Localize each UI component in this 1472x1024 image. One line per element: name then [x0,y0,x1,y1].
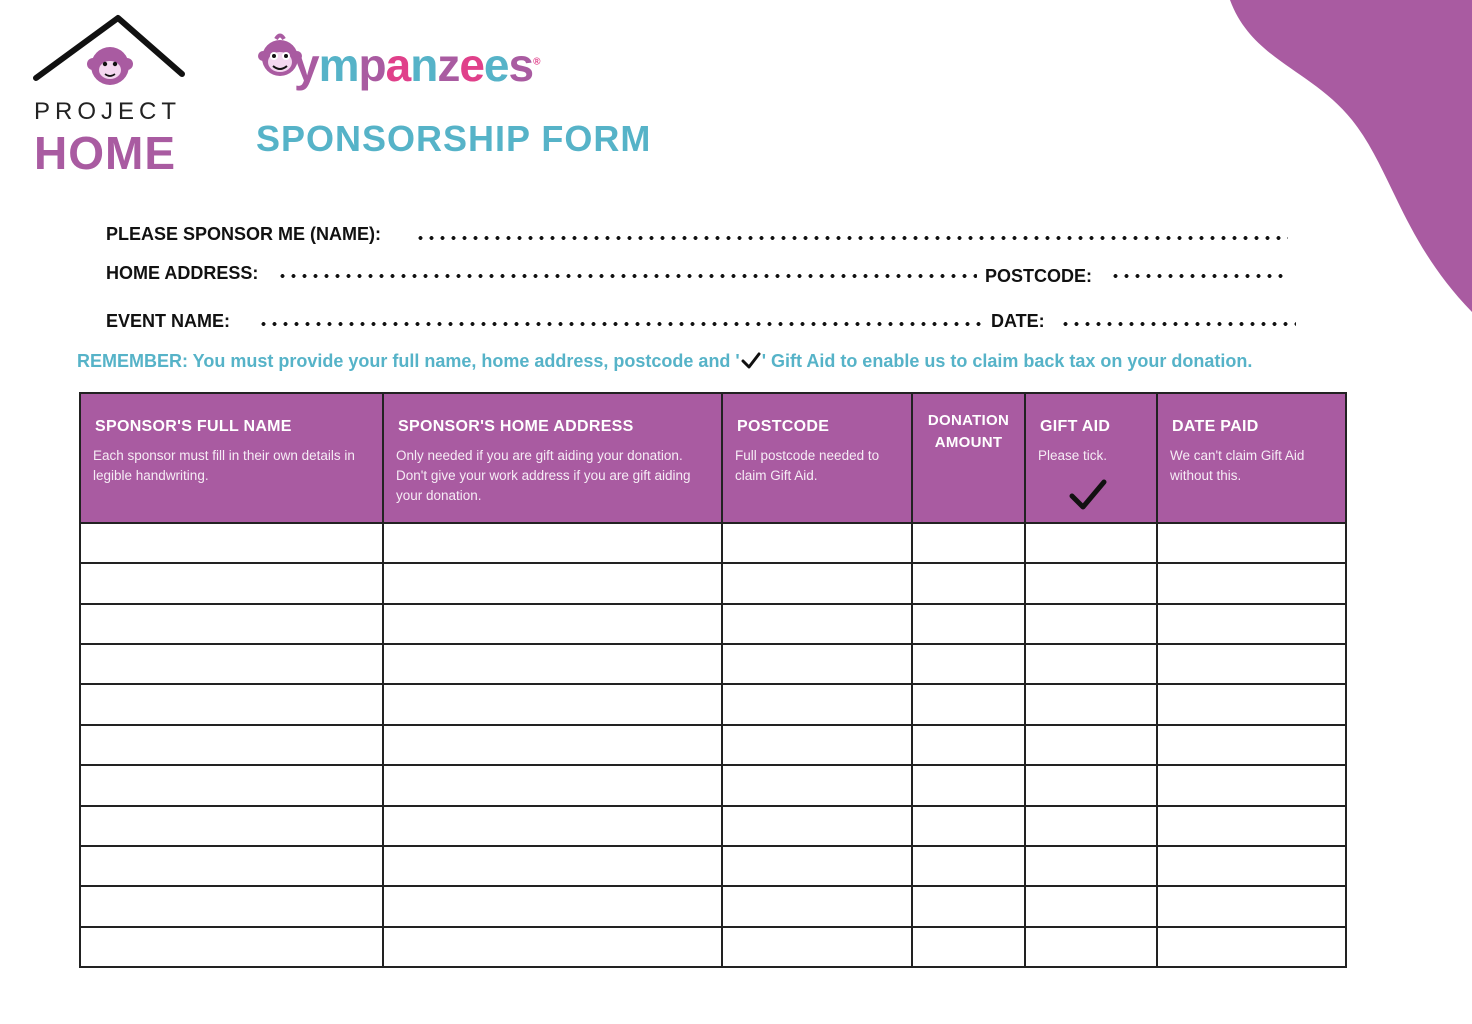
gym-letter: z [437,39,460,91]
gift-aid-cell[interactable] [1025,684,1157,724]
date-paid-cell[interactable] [1157,644,1346,684]
column-subtitle: We can't claim Gift Aid without this. [1170,448,1305,483]
date-paid-cell[interactable] [1157,927,1346,967]
postcode-cell[interactable] [722,806,912,846]
gift-aid-cell[interactable] [1025,765,1157,805]
table-row [80,644,1346,684]
full-name-cell[interactable] [80,644,383,684]
sponsor-table [79,392,1347,968]
full-name-cell[interactable] [80,927,383,967]
table-row [80,927,1346,967]
full-name-cell[interactable] [80,604,383,644]
date-paid-cell[interactable] [1157,886,1346,926]
gift-aid-cell[interactable] [1025,806,1157,846]
gym-letter: y [294,39,319,91]
gift-aid-cell[interactable] [1025,604,1157,644]
registered-mark: ® [533,56,540,68]
column-subtitle: Full postcode needed to claim Gift Aid. [735,448,880,483]
home-address-cell[interactable] [383,644,722,684]
date-paid-cell[interactable] [1157,806,1346,846]
reminder-text-before: REMEMBER: You must provide your full name, home address, postcode and ' [77,351,740,371]
postcode-cell[interactable] [722,927,912,967]
donation-amount-cell[interactable] [912,886,1025,926]
donation-amount-cell[interactable] [912,927,1025,967]
gift-aid-cell[interactable] [1025,886,1157,926]
column-header-donation-amount [912,393,1025,523]
postcode-field[interactable] [1110,273,1288,279]
table-row [80,684,1346,724]
date-paid-cell[interactable] [1157,684,1346,724]
gift-aid-cell[interactable] [1025,725,1157,765]
column-header-postcode [722,393,912,523]
donation-amount-cell[interactable] [912,644,1025,684]
postcode-cell[interactable] [722,523,912,563]
table-header-row [80,393,1346,523]
postcode-cell[interactable] [722,644,912,684]
table-row [80,523,1346,563]
table-row [80,563,1346,603]
project-word: PROJECT [34,98,182,125]
checkmark-icon [740,352,762,370]
column-header-date-paid [1157,393,1346,523]
full-name-cell[interactable] [80,846,383,886]
address-field[interactable] [277,273,977,279]
table-row [80,604,1346,644]
table-row [80,886,1346,926]
postcode-cell[interactable] [722,604,912,644]
date-paid-cell[interactable] [1157,604,1346,644]
name-field[interactable] [415,235,1288,241]
checkmark-icon [1068,478,1108,512]
form-title: SPONSORSHIP FORM [256,118,652,159]
donation-amount-cell[interactable] [912,684,1025,724]
column-title: DATE PAID [1172,418,1259,435]
gift-aid-cell[interactable] [1025,523,1157,563]
column-title: SPONSOR'S FULL NAME [95,418,292,435]
gift-aid-reminder [77,351,1252,372]
column-header-full-name [80,393,383,523]
gift-aid-cell[interactable] [1025,846,1157,886]
home-address-cell[interactable] [383,927,722,967]
home-address-cell[interactable] [383,604,722,644]
table-row [80,765,1346,805]
table-row [80,725,1346,765]
date-field[interactable] [1060,321,1296,327]
column-title: DONATION AMOUNT [927,412,1010,451]
postcode-cell[interactable] [722,846,912,886]
column-subtitle: Please tick. [1038,448,1108,463]
full-name-cell[interactable] [80,563,383,603]
column-title: SPONSOR'S HOME ADDRESS [398,418,634,435]
home-word: HOME [34,127,176,179]
column-header-gift-aid [1025,393,1157,523]
table-row [80,806,1346,846]
gympanzees-wordmark [294,38,539,92]
table-row [80,846,1346,886]
column-header-home-address [383,393,722,523]
home-address-cell[interactable] [383,886,722,926]
home-address-cell[interactable] [383,806,722,846]
gym-letter: p [358,39,386,91]
home-address-cell[interactable] [383,684,722,724]
donation-amount-cell[interactable] [912,846,1025,886]
column-subtitle: Each sponsor must fill in their own details in legible handwriting. [93,448,355,483]
full-name-cell[interactable] [80,886,383,926]
full-name-cell[interactable] [80,725,383,765]
postcode-cell[interactable] [722,563,912,603]
postcode-cell[interactable] [722,765,912,805]
full-name-cell[interactable] [80,806,383,846]
event-field[interactable] [258,321,982,327]
gift-aid-cell[interactable] [1025,563,1157,603]
full-name-cell[interactable] [80,765,383,805]
gym-letter: s [508,39,534,91]
donation-amount-cell[interactable] [912,604,1025,644]
date-paid-cell[interactable] [1157,523,1346,563]
donation-amount-cell[interactable] [912,563,1025,603]
name-label: PLEASE SPONSOR ME (NAME): [106,224,382,244]
date-paid-cell[interactable] [1157,563,1346,603]
postcode-cell[interactable] [722,684,912,724]
postcode-cell[interactable] [722,886,912,926]
gym-letter: e [459,39,484,91]
home-address-cell[interactable] [383,765,722,805]
gym-letter: e [483,39,509,91]
date-label: DATE: [991,311,1045,331]
reminder-text-after: ' Gift Aid to enable us to claim back tax on your donation. [761,351,1253,371]
home-address-cell[interactable] [383,563,722,603]
address-label: HOME ADDRESS: [106,263,259,283]
home-address-cell[interactable] [383,523,722,563]
donation-amount-cell[interactable] [912,523,1025,563]
column-title: GIFT AID [1040,418,1111,435]
full-name-cell[interactable] [80,684,383,724]
gym-letter: m [318,39,359,91]
gym-letter: n [410,39,438,91]
column-title: POSTCODE [737,418,830,435]
donation-amount-cell[interactable] [912,806,1025,846]
date-paid-cell[interactable] [1157,846,1346,886]
donation-amount-cell[interactable] [912,765,1025,805]
postcode-cell[interactable] [722,725,912,765]
event-label: EVENT NAME: [106,311,231,331]
column-subtitle: Only needed if you are gift aiding your donation. Don't give your work address if you are gift aiding your donation. [396,448,691,503]
home-address-cell[interactable] [383,846,722,886]
donation-amount-cell[interactable] [912,725,1025,765]
decorative-blob [1222,0,1472,320]
date-paid-cell[interactable] [1157,725,1346,765]
full-name-cell[interactable] [80,523,383,563]
gift-aid-cell[interactable] [1025,927,1157,967]
postcode-label: POSTCODE: [985,266,1093,286]
home-address-cell[interactable] [383,725,722,765]
gift-aid-cell[interactable] [1025,644,1157,684]
date-paid-cell[interactable] [1157,765,1346,805]
gym-letter: a [385,39,411,91]
